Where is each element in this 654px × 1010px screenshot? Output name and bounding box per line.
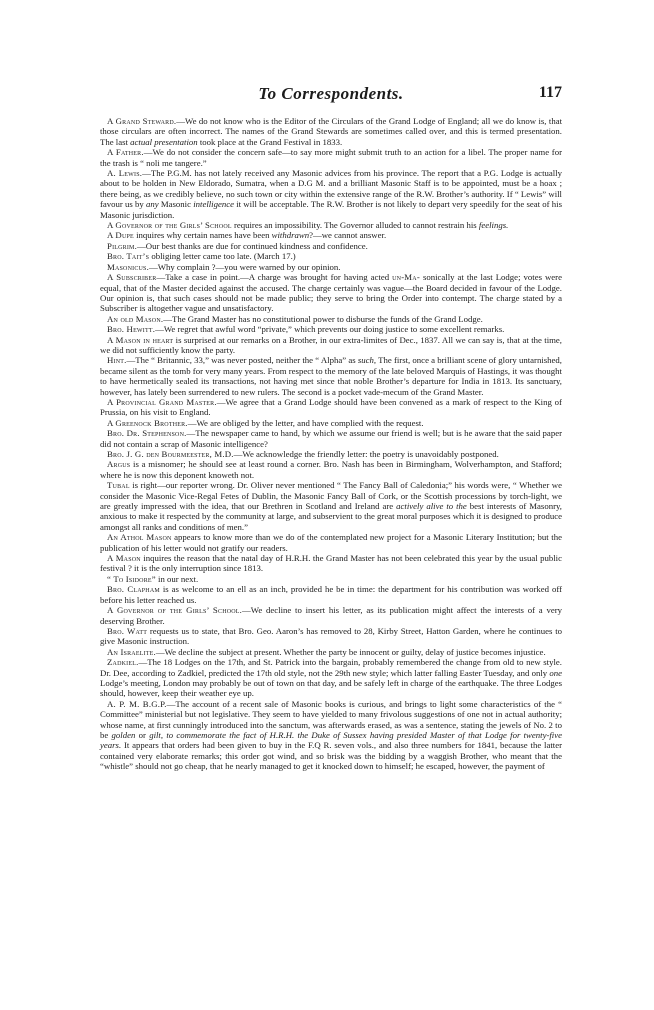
notice-text: in our next. [155, 573, 199, 584]
notice-text: —Take a case in point.—A charge was brought for having acted [156, 272, 393, 283]
notice-addressee: A Greenock Brother. [107, 417, 188, 428]
notice-text: —The Grand Master has no constitutional power to disburse the funds of the Grand Lodge. [163, 313, 483, 324]
notice-text: it will be acceptable. The R.W. Brother is not likely to depart very speedily for the seat of his Masonic jurisdiction. [100, 199, 562, 220]
notice-paragraph [100, 168, 562, 220]
notice-paragraph [100, 314, 562, 324]
notice-addressee: Masonicus. [107, 261, 149, 272]
notice-addressee: A. P. M. B.G.P. [107, 698, 167, 709]
notice-addressee: A Provincial Grand Master. [107, 396, 217, 407]
notice-addressee: A Governor of the Girls’ School [107, 220, 232, 231]
notice-text: —We acknowledge the friendly letter: the poetry is unavoidably postponed. [233, 449, 499, 459]
notice-paragraph [100, 418, 562, 428]
notice-text: inquires the reason that the natal day of H.R.H. the Grand Master has not been celebrated this year by the usual public festival ? it is the only interruption since 1813. [100, 553, 562, 574]
notice-addressee: A Father. [107, 147, 144, 158]
notice-paragraph [100, 553, 562, 574]
notice-paragraph [100, 699, 562, 772]
notice-paragraph [100, 449, 562, 459]
notice-text: —We decline the subject at present. Whether the party be innocent or guilty, delay of justice becomes injustice. [155, 646, 546, 657]
emphasis-text: gilt [149, 729, 161, 740]
notice-paragraph [100, 584, 562, 605]
notice-addressee: An old Mason. [107, 313, 164, 324]
notice-addressee: A. Lewis. [107, 168, 143, 179]
notice-addressee: A Dupe [107, 230, 134, 241]
notice-text: —The 18 Lodges on the 17th, and St. Patrick into the bargain, probably remembered the change from old to new style. Dr. Dee, according to Zadkiel, predicted the 17th old style, not the 29th new style; which latter falling Easter Tuesday, and only [100, 657, 562, 678]
notice-text: —We do not consider the concern safe—to say more might submit truth to an action for a libel. The proper name for the trash is “ noli me tangere.” [100, 147, 562, 168]
notice-addressee: Bro. J. G. den Bourmeester, M.D. [107, 449, 234, 459]
notice-paragraph [100, 147, 562, 168]
notice-text: is right—our reporter wrong. Dr. Oliver never mentioned “ The Fancy Ball of Caledonia;” his words were, “ Whether we consider the Masonic Vice-Regal Fetes of Dublin, the Masonic Fancy Ball of Cork, or the Scottish processions by torch-light, we are greatly impressed with the idea, that our Brethren in Scotland and Ireland are [100, 480, 562, 512]
notice-paragraph [100, 428, 562, 449]
correspondence-notices [100, 116, 562, 772]
notice-text: —The account of a recent sale of Masonic books is curious, and brings to light some characteristics of the “ Committee” ministerial but not legislative. They seem to have yielded to many frivolous suggestions of one not in actual authority; whose name, at first cunningly introduced into the sanctum, was afterwards erased, as was a sentence, stating the jewels of No. 2 to be [100, 698, 562, 740]
page-header [100, 84, 562, 106]
notice-paragraph [100, 532, 562, 553]
notice-paragraph [100, 220, 562, 230]
notice-text: —The newspaper came to hand, by which we assume our friend is well; but is he aware that the said paper did not contain a scrap of Masonic intelligence? [100, 428, 562, 449]
notice-paragraph [100, 657, 562, 699]
notice-text: —We decline to insert his letter, as its publication might affect the interests of a very deserving Brother. [100, 605, 562, 626]
notice-paragraph [100, 251, 562, 261]
notice-text: —We do not know who is the Editor of the Circulars of the Grand Lodge of England; all we do know is, that those circulars are often incorrect. The names of the Grand Stewards are sometimes called over, and this is termed presentation. The last [100, 116, 563, 147]
notice-addressee: Hint. [107, 355, 127, 366]
notice-paragraph [100, 355, 562, 397]
notice-text: , The first, once a brilliant scene of glory untarnished, became silent as the tomb for very many years. From respect to the memory of the late beloved Marquis of Hastings, it was thought to have hermetically sealed its transactions, not having met since that noble Brother’s departure for India in 1813. Its sanctuary, however, has lately been surrendered to new rulers. The second is a pocket vade-mecum of the Grand Master. [100, 355, 562, 397]
notice-text: is a misnomer; he should see at least round a corner. Bro. Nash has been in Birmingham, Wolverhampton, and Stafford; where he is now this deponent knoweth not. [100, 459, 562, 480]
notice-addressee: Bro. Dr. Stephenson. [107, 428, 187, 439]
notice-addressee: A Subscriber [107, 272, 157, 283]
page-number: 117 [538, 84, 562, 101]
notice-addressee: un-Ma- [392, 272, 420, 283]
notice-addressee: A Governor of the Girls’ School. [107, 605, 243, 616]
notice-paragraph [100, 335, 562, 356]
notice-text: best interests of Masonry, anxious to make it respected by the community at large, and subservient to the great moral purposes which it is designed to produce amongst all ranks and conditions of men.” [100, 501, 562, 532]
notice-text: requests us to state, that Bro. Geo. Aaron’s has removed to 28, Kirby Street, Hatton Garden, where he continues to give Masonic instruction. [100, 625, 562, 647]
notice-addressee: Bro. Clapham [107, 584, 160, 595]
notice-paragraph [100, 324, 562, 334]
notice-addressee: Bro. Tait’s [107, 251, 150, 262]
notice-paragraph [100, 459, 562, 480]
notice-text: It appears that orders had been given to buy in the F.Q R. seven vols., and also three numbers for 1841, because the latter contained very elaborate remarks; this order got wind, and so brisk was the bidding by a waggish Brother, who meant that the “whistle” should not go cheap, that he nearly managed to get it knocked down to himself; he escaped, however, the payment of [100, 740, 562, 772]
notice-text: —Our best thanks are due for continued kindness and confidence. [137, 240, 368, 251]
notice-addressee: Bro. Hewitt. [107, 324, 156, 335]
notice-text: —We agree that a Grand Lodge should have been convened as a mark of respect to the King of Prussia, on his visit to England. [100, 396, 562, 418]
notice-addressee: Argus [107, 459, 131, 470]
notice-text: is surprised at our remarks on a Brother, in our extra-limites of Dec., 1837. All we can say is, that at the time, we did not sufficiently know the party. [100, 334, 562, 355]
notice-addressee: A Mason [107, 553, 141, 564]
notice-paragraph [100, 574, 562, 584]
emphasis-text: to commemorate the fact of H.R.H. the Duke of Sussex having presided Master of that Lodge for twenty-five years. [100, 729, 563, 751]
notice-paragraph [100, 116, 562, 147]
notice-paragraph [100, 605, 562, 626]
notice-paragraph [100, 647, 562, 657]
notice-text: —We regret that awful word “private,” which prevents our doing justice to some excellent remarks. [155, 324, 505, 335]
notice-addressee: An Israelite. [107, 646, 156, 657]
emphasis-text: such [357, 355, 374, 366]
notice-text: —Why complain ?—you were warned by our opinion. [148, 261, 341, 272]
notice-addressee: Bro. Watt [107, 625, 148, 636]
notice-addressee: Pilgrim. [107, 240, 137, 251]
running-title: To Correspondents. [258, 84, 404, 103]
notice-addressee: “ To Isidore” [107, 573, 156, 584]
notice-paragraph [100, 272, 562, 314]
emphasis-text: intelligence [193, 199, 235, 210]
notice-paragraph [100, 241, 562, 251]
notice-addressee: Zadkiel. [107, 657, 139, 668]
emphasis-text: feelings. [478, 220, 509, 231]
emphasis-text: golden [111, 729, 136, 740]
notice-text: —The “ Britannic, 33,” was never posted, neither the “ Alpha” as [126, 355, 358, 366]
notice-text: Lodge’s meeting, London may probably be out of town on that day, and be safely left in charge of the earthquake. The three Lodges should, however, keep their weather eye up. [100, 677, 562, 699]
notice-text: sonically at the last Lodge; votes were equal, that of the Master decided against the accused. The charge certainly was vague—the Board decided in favour of the Lodge. Our opinion is, that such cases should not be made public; they serve to bring the Order into contempt. The charge stated by a Subscriber is altogether vague and unsatisfactory. [100, 272, 562, 314]
emphasis-text: any [146, 199, 159, 210]
emphasis-text: actual presentation [130, 136, 198, 147]
notice-text: ?—we cannot answer. [309, 230, 387, 241]
notice-addressee: Tubal [107, 480, 130, 491]
notice-text: appears to know more than we do of the contemplated new project for a Masonic Literary Institution; but the publication of his letter would not gratify our readers. [100, 532, 562, 553]
notice-text: —We are obliged by the letter, and have complied with the request. [187, 417, 424, 428]
emphasis-text: actively alive to the [396, 501, 467, 512]
emphasis-text: withdrawn [271, 230, 310, 241]
notice-text: , [160, 729, 167, 740]
notice-addressee: A Grand Steward. [107, 116, 177, 126]
notice-addressee: A Mason in heart [107, 334, 174, 345]
notice-paragraph [100, 626, 562, 647]
notice-paragraph [100, 230, 562, 240]
notice-text: is as welcome to an ell as an inch, provided he be in time: the department for his contribution was worked off before his letter reached us. [100, 584, 562, 605]
notice-text: —The P.G.M. has not lately received any Masonic advices from his province. The report that a P.G. Lodge is actually about to be holden in New Eldorado, Sumatra, when a D.G M. and a brilliant Masonic Staff is to be appointed, must be a hoax ; there being, as we credibly believe, no such town or city within the extensive range of the R.W. Brother’s authority. If “ Lewis” will favour us by [100, 168, 562, 210]
notice-text: obliging letter came too late. (March 17.) [149, 251, 296, 262]
notice-paragraph [100, 262, 562, 272]
notice-text: inquires why certain names have been [133, 230, 272, 241]
notice-paragraph [100, 480, 562, 532]
emphasis-text: one [549, 667, 562, 678]
notice-paragraph [100, 397, 562, 418]
notice-text: requires an impossibility. The Governor alluded to cannot restrain his [231, 220, 479, 231]
notice-addressee: An Athol Mason [107, 532, 172, 543]
notice-text: Masonic [158, 199, 194, 210]
notice-text: or [135, 729, 150, 740]
notice-text: took place at the Grand Festival in 1833. [197, 136, 343, 147]
